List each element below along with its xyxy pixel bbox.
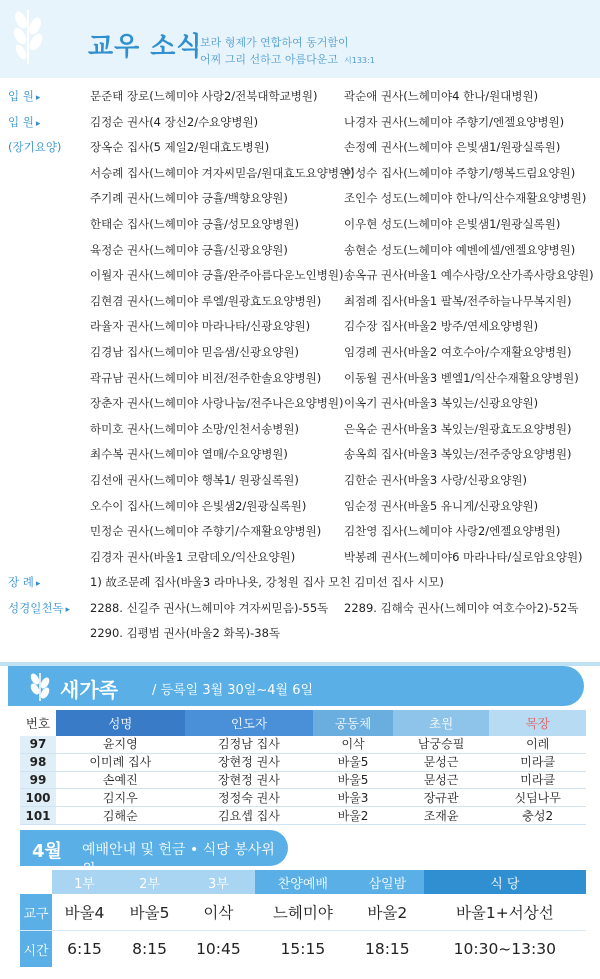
row-number: 97 (20, 736, 56, 753)
news-entry-right: 은옥순 권사(바울3 복있는/원광효도요양병원) (344, 421, 572, 436)
col-header-guide: 인도자 (185, 710, 314, 736)
news-entry-right: 곽순애 권사(느헤미야4 한나/원대병원) (344, 89, 539, 103)
service-title: 예배안내 및 헌금 • 식당 봉사위 (82, 842, 275, 858)
newfamily-table (20, 710, 586, 825)
news-entry-left: 서승례 집사(느헤미야 겨자씨믿음/원대효도요양병원) (90, 165, 355, 180)
news-entry-left: 오수이 집사(느헤미야 은빛샘2/원광실록원) (90, 498, 307, 513)
news-row (0, 545, 600, 571)
newfamily-title: 새가족 (60, 678, 118, 702)
news-label (8, 267, 88, 281)
col-header-1bu: 1부 (52, 870, 117, 894)
news-entry-left: 민정순 권사(느헤미야 주향기/수재활요양병원) (90, 524, 322, 539)
news-row (0, 468, 600, 494)
news-entry-left: 김선애 권사(느헤미야 행복1/ 원광실록원) (90, 472, 299, 487)
arrow-right-icon: ▸ (65, 604, 71, 615)
news-row (0, 186, 600, 212)
news-entry-left: 곽규남 권사(느헤미야 비전/전주한솔요양병원) (90, 370, 322, 385)
col-header-cafeteria: 식 당 (424, 870, 586, 894)
news-label (8, 165, 88, 179)
col-header-2bu: 2부 (117, 870, 182, 894)
time-cell: 10:30~13:30 (453, 940, 556, 958)
table-cell: 정정숙 권사 (185, 789, 314, 807)
news-entry-left: 한태순 집사(느헤미야 긍휼/성모요양병원) (90, 216, 300, 231)
news-row (0, 366, 600, 392)
news-row (0, 289, 600, 315)
row-number: 98 (20, 753, 56, 771)
news-label (8, 88, 88, 104)
verse-line-2: 어찌 그리 선하고 아름다운고 (200, 53, 339, 66)
news-label (8, 216, 88, 230)
row-label-time: 시간 (20, 931, 52, 968)
leaf-icon (26, 670, 54, 702)
table-cell: 미라클 (489, 753, 586, 771)
table-row (20, 771, 586, 789)
bible-reading-row (0, 596, 600, 622)
group-cell: 바울4 (52, 894, 117, 931)
news-entry-right: 김한순 권사(바울3 사랑/신광요양원) (344, 472, 527, 487)
news-entry-left: 김경자 권사(바울1 코람데오/익산요양원) (90, 549, 296, 564)
news-entry-right: 송옥희 집사(바울3 복있는/전주중앙요양병원) (344, 447, 572, 462)
verse-line-1: 보라 형제가 연합하여 동거함이 (200, 36, 349, 49)
news-entry-right: 이옥기 권사(바울3 복있는/신광요양원) (344, 396, 539, 411)
col-header-pasture: 목장 (489, 710, 586, 736)
news-entry-right: 임경례 권사(바울2 여호수아/수재활요양병원) (344, 344, 572, 359)
table-cell: 조재윤 (393, 807, 490, 825)
col-header-praise: 찬양예배 (255, 870, 351, 894)
header-verse (200, 34, 375, 69)
news-row (0, 238, 600, 264)
table-cell: 싯딤나무 (489, 789, 586, 807)
row-number: 99 (20, 771, 56, 789)
funeral-row (0, 570, 600, 596)
service-corner (20, 870, 52, 894)
news-entry-right: 이동월 권사(바울3 벧엘1/익산수재활요양병원) (344, 370, 579, 385)
table-cell: 김지우 (56, 789, 185, 807)
table-cell: 바울2 (313, 807, 393, 825)
table-cell: 바울3 (313, 789, 393, 807)
news-label (8, 395, 88, 409)
row-label-group: 교구 (20, 894, 52, 931)
news-label (8, 421, 88, 435)
news-row (0, 417, 600, 443)
col-header-number: 번호 (20, 710, 56, 736)
news-row (0, 263, 600, 289)
table-cell: 김해순 (56, 807, 185, 825)
table-row (20, 736, 586, 753)
row-number: 101 (20, 807, 56, 825)
news-row (0, 314, 600, 340)
newfamily-header (8, 666, 584, 706)
news-row (0, 212, 600, 238)
news-label-text: 장 례 (8, 575, 34, 590)
table-cell: 이미례 집사 (56, 753, 185, 771)
news-row (0, 110, 600, 136)
news-entry-right: 나경자 권사(느헤미야 주향기/엔젤요양병원) (344, 114, 565, 129)
news-entry-left: 하미호 권사(느헤미야 소망/인천서송병원) (90, 421, 300, 436)
table-cell: 이삭 (313, 736, 393, 753)
page-title: 교우 소식 (88, 32, 203, 62)
news-entry-right: 조인수 성도(느헤미야 한나/익산수재활요양병원) (344, 191, 587, 206)
news-row (0, 494, 600, 520)
news-entry-left: 육정순 권사(느헤미야 긍휼/신광요양원) (90, 242, 288, 257)
news-entry-right: 김수장 집사(바울2 방주/연세요양병원) (344, 319, 539, 334)
news-entry-left: 김경남 집사(느헤미야 믿음샘/신광요양원) (90, 344, 300, 359)
news-label (8, 344, 88, 358)
news-entry-right: 이우현 성도(느헤미야 은빛샘1/원광실록원) (344, 216, 561, 231)
table-cell: 바울5 (313, 753, 393, 771)
news-label (8, 600, 88, 616)
news-row (0, 442, 600, 468)
time-cell: 8:15 (132, 940, 167, 958)
news-entry-right: 손정예 권사(느헤미야 은빛샘1/원광실록원) (344, 140, 561, 155)
col-header-name: 성명 (56, 710, 185, 736)
table-cell: 장규관 (393, 789, 490, 807)
time-cell: 6:15 (67, 940, 102, 958)
news-entry-left: 최수복 권사(느헤미야 열매/수요양병원) (90, 447, 288, 462)
bible-entry-left: 2288. 신길주 권사(느헤미야 겨자씨믿음)-55독 (90, 600, 329, 615)
service-table (20, 870, 586, 967)
news-row (0, 391, 600, 417)
news-entry-left: 김현겸 권사(느헤미야 루엘/원광효도요양병원) (90, 293, 322, 308)
newfamily-subtitle: / 등록일 3월 30일~4월 6일 (152, 683, 314, 698)
news-row (0, 135, 600, 161)
table-cell: 손예진 (56, 771, 185, 789)
service-month: 4월 (32, 841, 62, 862)
table-cell: 장현정 권사 (185, 771, 314, 789)
time-cell: 18:15 (364, 940, 410, 958)
news-label-text: 입 원 (8, 89, 34, 103)
news-label (8, 370, 88, 384)
table-cell: 김정남 집사 (185, 736, 314, 753)
table-cell: 남궁승필 (393, 736, 490, 753)
news-entry-left: 이월자 권사(느헤미야 긍휼/완주아름다운노인병원) (90, 268, 344, 283)
news-label (8, 446, 88, 460)
col-header-wednesday: 삼일밤 (351, 870, 424, 894)
arrow-right-icon: ▸ (35, 579, 41, 590)
news-label (8, 549, 88, 563)
news-entry-left: 라율자 권사(느헤미야 마라나타/신광요양원) (90, 319, 311, 334)
time-cell: 10:45 (196, 940, 241, 958)
table-cell: 바울5 (313, 771, 393, 789)
member-news-list (0, 84, 600, 647)
news-entry-right: 송현순 성도(느헤미야 예벤에셀/엔젤요양병원) (344, 242, 576, 257)
table-cell: 장현정 권사 (185, 753, 314, 771)
arrow-right-icon: ▸ (35, 93, 41, 103)
col-header-meadow: 초원 (393, 710, 490, 736)
bible-reading-row (0, 621, 600, 647)
news-label (8, 523, 88, 537)
table-cell: 충성2 (489, 807, 586, 825)
news-entry-right: 송옥규 권사(바울1 예수사랑/오산가족사랑요양원) (344, 268, 594, 283)
table-cell: 윤지영 (56, 736, 185, 753)
table-cell: 문성근 (393, 771, 490, 789)
news-label-text: (장기요양) (8, 140, 62, 155)
service-header (20, 830, 288, 866)
verse-ref: 시133:1 (344, 56, 375, 65)
news-label (8, 472, 88, 486)
news-entry-left: 주기례 권사(느헤미야 긍휼/백향요양원) (90, 191, 288, 206)
group-cell: 이삭 (182, 894, 255, 931)
news-label (8, 293, 88, 307)
news-entry-left: 문준태 장로(느헤미야 사랑2/전북대학교병원) (90, 89, 318, 103)
news-entry-right: 박봉례 권사(느헤미야6 마라나타/실로암요양원) (344, 549, 583, 564)
news-label-text: 성경일천독 (8, 600, 64, 615)
row-number: 100 (20, 789, 56, 807)
news-label (8, 190, 88, 204)
news-entry-right: 임순정 권사(바울5 유니게/신광요양원) (344, 498, 539, 513)
group-cell: 바울1+서상선 (424, 894, 586, 931)
news-entry-left: 김정순 권사(4 장신2/수요양병원) (90, 114, 259, 129)
news-row (0, 161, 600, 187)
group-cell: 느헤미야 (255, 894, 351, 931)
news-row (0, 340, 600, 366)
table-cell: 이레 (489, 736, 586, 753)
news-label (8, 242, 88, 256)
leaf-icon (8, 6, 48, 66)
time-cell: 15:15 (280, 940, 326, 958)
news-label (8, 318, 88, 332)
news-label-text: 입 원 (8, 114, 34, 129)
col-header-community: 공동체 (313, 710, 393, 736)
news-entry-right: 김찬영 집사(느헤미야 사랑2/엔젤요양병원) (344, 524, 561, 539)
funeral-entry: 1) 故조문례 집사(바울3 라마나욧, 강청원 집사 모친 김미선 집사 시모) (90, 575, 444, 590)
news-entry-left: 장춘자 권사(느헤미야 사랑나눔/전주나은요양병원) (90, 396, 344, 411)
news-entry-right: 최점례 집사(바울1 팔복/전주하늘나무복지원) (344, 293, 572, 308)
col-header-3bu: 3부 (182, 870, 255, 894)
bible-entry-left: 2290. 김평범 권사(바울2 화목)-38독 (90, 626, 281, 641)
group-cell: 바울5 (117, 894, 182, 931)
table-cell: 미라클 (489, 771, 586, 789)
bible-entry-right: 2289. 김해숙 권사(느헤미야 여호수아2)-52독 (344, 600, 579, 615)
table-row (20, 753, 586, 771)
group-cell: 바울2 (351, 894, 424, 931)
news-label (8, 139, 88, 155)
header-banner (0, 0, 600, 78)
news-row (0, 84, 600, 110)
news-label (8, 114, 88, 130)
table-cell: 문성근 (393, 753, 490, 771)
news-entry-right: 이성수 집사(느헤미야 주향기/행복드림요양원) (344, 165, 576, 180)
arrow-right-icon: ▸ (35, 118, 41, 129)
table-row (20, 789, 586, 807)
news-label (8, 574, 88, 590)
news-entry-left: 장옥순 집사(5 제일2/원대효도병원) (90, 140, 270, 155)
table-row (20, 807, 586, 825)
table-cell: 김요셉 집사 (185, 807, 314, 825)
news-row (0, 519, 600, 545)
news-label (8, 498, 88, 512)
